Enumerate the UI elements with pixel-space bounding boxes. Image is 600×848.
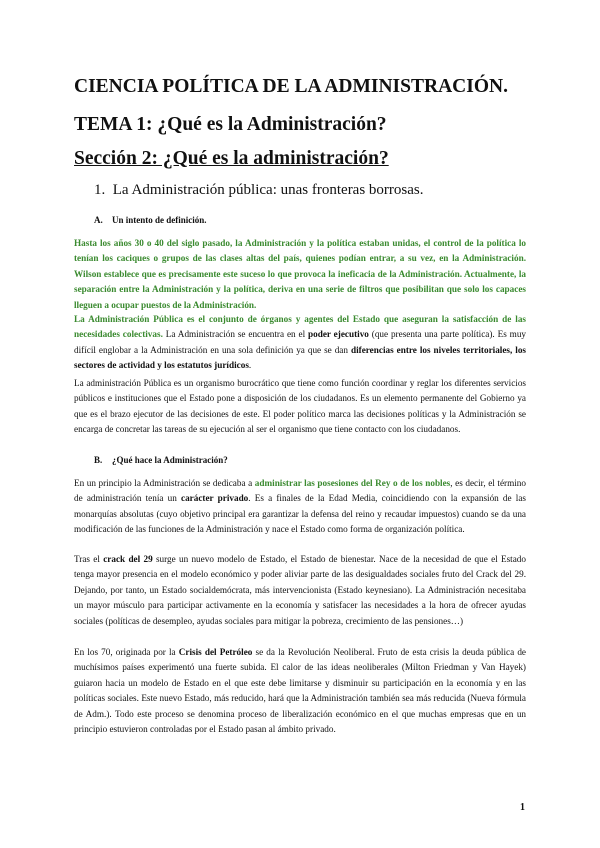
- paragraph-2-definition: La Administración Pública es el conjunto de órganos y agentes del Estado que aseguran la satisfacción de las necesidades colectivas.: [74, 314, 526, 340]
- paragraph-4-text-b: , es decir, el término de administración tenía un: [74, 478, 526, 504]
- paragraph-4-text-a: En un principio la Administración se dedicaba a: [74, 478, 255, 488]
- paragraph-5-text-a: Tras el: [74, 554, 104, 564]
- paragraph-4-text-c: . Es a finales de la Edad Media, coincidiendo con la expansión de las monarquías absolutas (cuyo objetivo principal era garantizar la defensa del reino y recaudar impuestos) cuando se da una modificación de las funciones de la Administración y nace el Estado como forma de organización política.: [74, 493, 526, 535]
- heading-b: [94, 455, 228, 465]
- paragraph-2-text-a: La Administración se encuentra en el: [162, 329, 308, 340]
- paragraph-2-bold-1: poder ejecutivo: [308, 329, 369, 340]
- paragraph-4: [74, 476, 526, 538]
- paragraph-1: Hasta los años 30 o 40 del siglo pasado, la Administración y la política estaban unidas, el control de la política lo tenían los caciques o grupos de las clases altas del país, quienes podían entrar, a su vez, en la Administración. Wilson establece que es precisamente este suceso lo que provoca la ineficacia de la Administración. Actualmente, la separación entre la Administración y la política, deriva en una serie de filtros que posibilitan que solo los capaces lleguen a ocupar puestos de la Administración.: [74, 238, 526, 310]
- paragraph-2-text-b: (que presenta una parte política). Es muy difícil englobar a la Administración en una sola definición ya que se dan: [74, 329, 527, 355]
- page-number: 1: [520, 802, 525, 813]
- paragraph-3: La administración Pública es un organismo burocrático que tiene como función coordinar y reglar los diferentes servicios públicos e instituciones que el Estado pone a disposición de los ciudadanos. Es un elemento permanente del Gobierno ya que es el brazo ejecutor de las decisiones de este. El poder político marca las decisiones políticas y la Administración se encarga de concretar las tareas de su ejecución al ser el organismo que tiene contacto con los ciudadanos.: [74, 378, 526, 435]
- paragraph-6-text-b: se da la Revolución Neoliberal. Fruto de esta crisis la deuda pública de muchísimos países experimentó una fuerte subida. El calor de las ideas neoliberales (Milton Friedman y Van Hayek) guiaron hacia un modelo de Estado en el que este debe limitarse y disminuir su participación en la economía y en las políticas sociales. Este nuevo Estado, más reducido, hará que la Administración también sea más reducida (Nueva fórmula de Adm.). Todo este proceso se denomina proceso de liberalización económico en el que muchas empresas que en un principio estuvieron controladas por el Estado pasan al ámbito privado.: [74, 647, 526, 735]
- paragraph-5-text-b: surge un nuevo modelo de Estado, el Estado de bienestar. Nace de la necesidad de que el Estado tenga mayor presencia en el modelo económico y poder aliviar parte de las desigualdades sociales fruto del Crack del 29. Dejando, por tanto, un Estado socialdemócrata, más intervencionista (Estado keynesiano). La Administración necesitaba un mayor músculo para participar activamente en la economía y satisfacer las necesidades a la hora de ofrecer ayudas sociales (políticas de desempleo, ayudas sociales para mitigar la pobreza, crecimiento de las pensiones…): [74, 554, 526, 626]
- paragraph-6: [74, 645, 526, 737]
- paragraph-2-bold-2: diferencias entre los niveles territoriales, los sectores de actividad y los estatutos jurídicos: [74, 344, 526, 371]
- paragraph-6-bold: Crisis del Petróleo: [178, 647, 253, 657]
- paragraph-2-text-c: .: [248, 360, 252, 371]
- heading-a-title: Un intento de definición.: [112, 215, 207, 225]
- paragraph-4-bold: carácter privado: [181, 493, 249, 504]
- heading-a: [94, 215, 207, 225]
- paragraph-2: [74, 312, 526, 374]
- subsection-title: La Administración pública: unas fronteras borrosas.: [112, 182, 424, 198]
- subsection-heading: [94, 182, 424, 199]
- document-title: CIENCIA POLÍTICA DE LA ADMINISTRACIÓN.: [74, 76, 508, 97]
- tema-heading: TEMA 1: ¿Qué es la Administración?: [74, 114, 387, 135]
- heading-b-letter: B.: [94, 455, 103, 465]
- paragraph-6-text-a: En los 70, originada por la: [74, 647, 179, 657]
- seccion-heading: Sección 2: ¿Qué es la administración?: [74, 148, 389, 169]
- paragraph-5: [74, 552, 526, 629]
- subsection-number: 1.: [94, 182, 106, 198]
- paragraph-5-bold: crack del 29: [103, 554, 153, 564]
- paragraph-4-highlight: administrar las posesiones del Rey o de los nobles: [254, 478, 451, 488]
- heading-b-title: ¿Qué hace la Administración?: [112, 455, 228, 465]
- heading-a-letter: A.: [94, 215, 103, 225]
